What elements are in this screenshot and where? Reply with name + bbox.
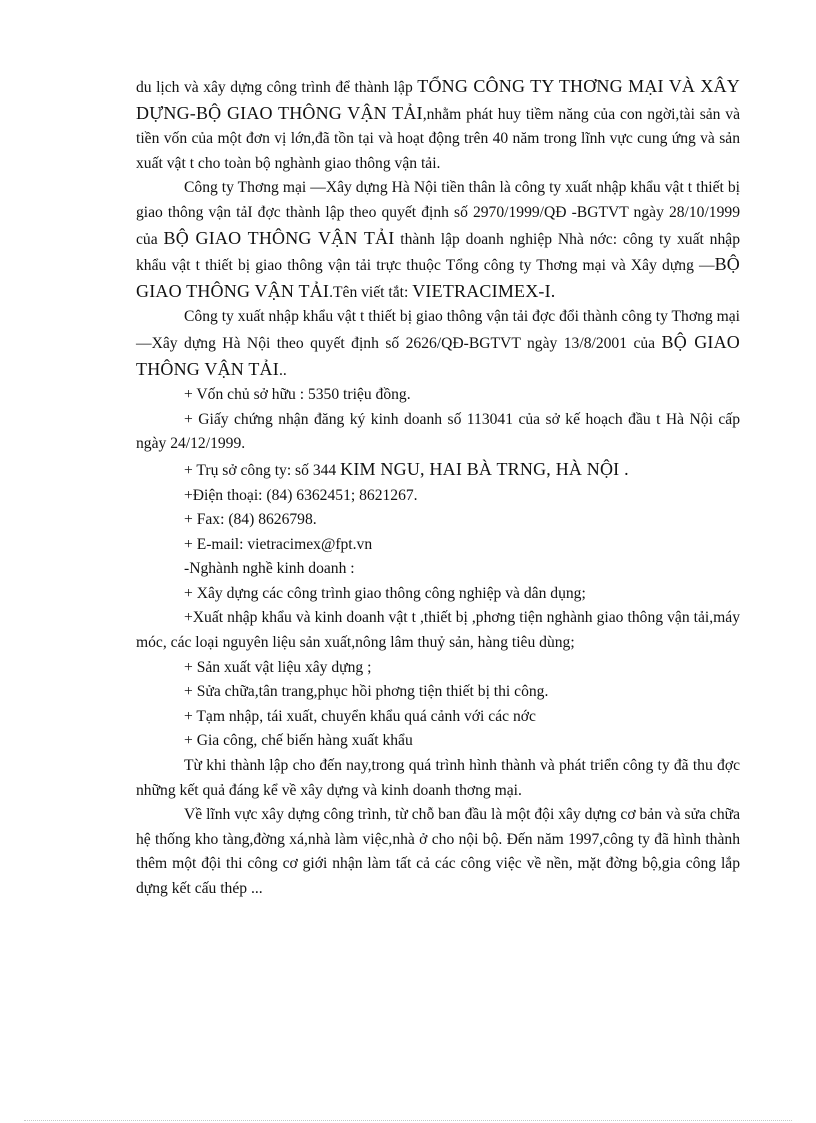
text-run: + Fax: (84) 8626798.: [184, 511, 317, 529]
paragraph: [136, 582, 740, 607]
text-run: + Vốn chủ sở hữu : 5350 triệu đồng.: [184, 386, 411, 404]
text-run: + Sản xuất vật liệu xây dựng ;: [184, 658, 372, 676]
text-run: + Xây dựng các công trình giao thông công nghiệp và dân dụng;: [184, 584, 586, 602]
text-run: +Xuất nhập khẩu và kinh doanh vật t ,thiết bị ,phơng tiện nghành giao thông vận tải,máy móc, các loại nguyên liệu sản xuất,nông lâm thuỷ sản, hàng tiêu dùng;: [136, 609, 740, 652]
paragraph: [136, 457, 740, 484]
paragraph: [136, 408, 740, 457]
paragraph: [136, 305, 740, 383]
paragraph: [136, 606, 740, 655]
text-run: + Sửa chữa,tân trang,phục hồi phơng tiện thiết bị thi công.: [184, 683, 549, 701]
paragraph: [136, 484, 740, 509]
paragraph: [136, 754, 740, 803]
page-bottom-divider: [24, 1120, 792, 1121]
paragraph: [136, 74, 740, 176]
text-run: Công ty Thơng mại —Xây dựng Hà Nội tiền thân là công ty xuất nhập khẩu vật t thiết bị giao thông vận tảI đợc thành lập theo quyết định số 2970/1999/QĐ -BGTVT ngày 28/10/1999 của: [136, 179, 740, 248]
paragraph: [136, 508, 740, 533]
paragraph: [136, 705, 740, 730]
paragraph: [136, 680, 740, 705]
paragraph: [136, 656, 740, 681]
text-run: thành lập doanh nghiệp Nhà nớc: công ty xuất nhập khẩu vật t thiết bị giao thông vận tải trực thuộc Tổng công ty Thơng mại và Xây dựng —: [136, 230, 740, 275]
text-run: du lịch và xây dựng công trình để thành lập: [136, 79, 418, 96]
paragraph: [136, 176, 740, 305]
text-run: + Giấy chứng nhận đăng ký kinh doanh số 113041 của sở kế hoạch đầu t Hà Nội cấp ngày 24/12/1999.: [136, 410, 740, 453]
document-body: [136, 74, 740, 902]
paragraph: [136, 383, 740, 408]
emphasized-text: KIM NGU, HAI BÀ TRNG, HÀ NỘI .: [340, 458, 629, 479]
paragraph: [136, 803, 740, 901]
text-run: .Tên viết tắt:: [329, 283, 413, 301]
text-run: + E-mail: vietracimex@fpt.vn: [184, 535, 373, 553]
paragraph: [136, 729, 740, 754]
paragraph: [136, 557, 740, 582]
text-run: -Nghành nghề kinh doanh :: [184, 560, 355, 578]
text-run: +Điện thoại: (84) 6362451; 8621267.: [184, 486, 418, 504]
emphasized-text: BỘ GIAO THÔNG VẬN TẢI: [163, 227, 395, 248]
text-run: + Gia công, chế biến hàng xuất khẩu: [184, 732, 413, 750]
text-run: ..: [278, 361, 287, 379]
emphasized-text: BỘ GIAO THÔNG VẬN TẢI: [136, 331, 740, 379]
text-run: + Tạm nhập, tái xuất, chuyển khẩu quá cảnh với các nớc: [184, 707, 536, 725]
text-run: Công ty xuất nhập khẩu vật t thiết bị giao thông vận tải đợc đổi thành công ty Thơng mại —Xây dựng Hà Nội theo quyết định số 2626/QĐ-BGTVT ngày 13/8/2001 của: [136, 308, 740, 352]
text-run: Từ khi thành lập cho đến nay,trong quá trình hình thành và phát triển công ty đã thu đợc những kết quả đáng kể về xây dựng và kinh doanh thơng mại.: [136, 757, 740, 799]
paragraph: [136, 533, 740, 558]
emphasized-text: TỔNG CÔNG TY THƠNG MẠI VÀ XÂY DỰNG-BỘ GIAO THÔNG VẬN TẢI: [136, 76, 740, 123]
text-run: Về lĩnh vực xây dựng công trình, từ chỗ ban đầu là một đội xây dựng cơ bản và sửa chữa hệ thống kho tàng,đờng xá,nhà làm việc,nhà ở cho nội bộ. Đến năm 1997,công ty đã hình thành thêm một đội thi công cơ giới nhận làm tất cả các công việc về nền, mặt đờng bộ,gia công lắp dựng kết cấu thép ...: [136, 806, 740, 897]
emphasized-text: VIETRACIMEX-I.: [412, 280, 556, 301]
text-run: + Trụ sở công ty: số 344: [184, 461, 341, 479]
text-run: ,nhằm phát huy tiềm năng của con ngời,tài sản và tiền vốn của một đơn vị lớn,đã tồn tại và hoạt động trên 40 năm trong lĩnh vực cung ứng và sản xuất vật t cho toàn bộ nghành giao thông vận tải.: [136, 105, 740, 172]
emphasized-text: BỘ GIAO THÔNG VẬN TẢI: [136, 254, 740, 301]
